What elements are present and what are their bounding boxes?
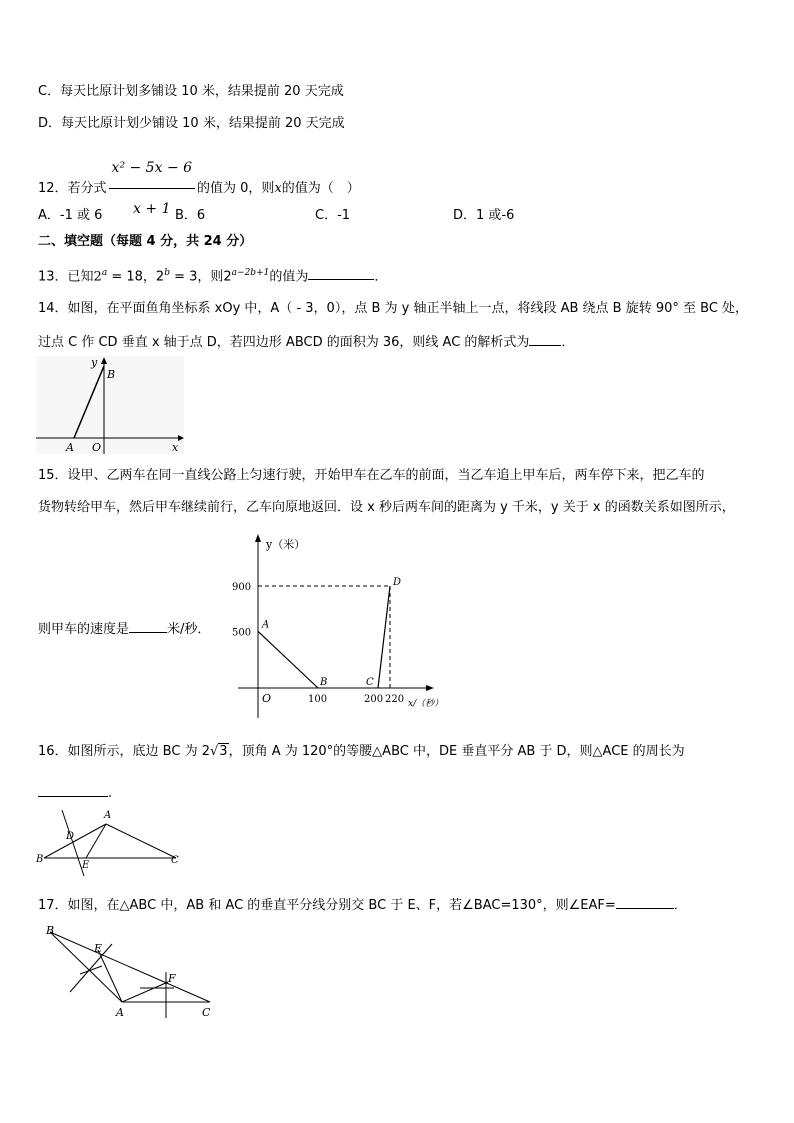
- q15-answer-blank: [129, 618, 167, 633]
- q13-eq-2: = 3，则: [169, 269, 224, 285]
- q16-label-e: E: [82, 860, 90, 871]
- y-tick-500: 500: [232, 627, 252, 639]
- q13-base-3: 2: [223, 269, 232, 285]
- point-label-a: A: [262, 619, 270, 631]
- x-axis-arrow: [426, 685, 434, 691]
- q17-label-e: E: [94, 942, 103, 955]
- q16-radicand: 3: [219, 744, 228, 759]
- point-label-b: B: [320, 677, 328, 688]
- q16-answer-line: .: [38, 782, 112, 804]
- point-label-d: D: [393, 577, 402, 589]
- q16-label-c: C: [171, 855, 179, 866]
- q17-label-b: B: [46, 924, 55, 937]
- y-tick-900: 900: [232, 582, 252, 594]
- q14-figure: [36, 356, 186, 456]
- q13-eq-1: = 18，: [107, 269, 156, 285]
- q14-label-x: x: [172, 441, 179, 454]
- q16-prefix: 16．如图所示，底边 BC 为: [38, 744, 198, 759]
- q16-label-a: A: [104, 810, 112, 821]
- q15-line-1: 15．设甲、乙两车在同一直线公路上匀速行驶，开始甲车在乙车的前面，当乙车追上甲车后，两车停下来，把乙车的: [38, 468, 705, 483]
- q14-answer-blank: [529, 331, 561, 346]
- q16-answer-blank: [38, 782, 108, 797]
- q15-line-2: 货物转给甲车，然后甲车继续前行，乙车向原地返回．设 x 秒后两车间的距离为 y 千米，y 关于 x 的函数关系如图所示，: [38, 500, 735, 515]
- q12-option-a: A．-1 或 6: [38, 208, 103, 223]
- q12-denominator: x + 1: [133, 201, 171, 217]
- q14-line-2: 过点 C 作 CD 垂直 x 轴于点 D，若四边形 ABCD 的面积为 36，则线 AC 的解析式为 ．: [38, 331, 574, 353]
- x-tick-200: 200: [364, 694, 384, 705]
- q12-options: [38, 206, 514, 226]
- q17-label-c: C: [202, 1006, 211, 1019]
- q13-exp-2: b: [164, 268, 170, 278]
- q12-option-c: C．-1: [315, 208, 351, 223]
- q12-prefix: 12．若分式: [38, 181, 107, 196]
- q13-prefix: 13．已知: [38, 269, 94, 285]
- q13-suffix: 的值为: [269, 269, 309, 285]
- q17-label-f: F: [168, 972, 176, 985]
- q13-exp-3: a−2b+1: [231, 268, 270, 278]
- q15-question-unit: 米/秒．: [167, 622, 211, 637]
- question-17: 17．如图，在△ABC 中，AB 和 AC 的垂直平分线分别交 BC 于 E、F，若∠BAC=130°，则∠EAF= ．: [38, 894, 687, 916]
- q13-base-1: 2: [93, 269, 102, 285]
- q12-suffix-2: 的值为（ ）: [281, 181, 360, 196]
- segment-ab: [258, 631, 318, 688]
- question-16: [38, 742, 685, 762]
- q12-suffix-1: 的值为 0，则: [197, 181, 275, 196]
- q12-option-d: D．1 或-6: [453, 208, 515, 223]
- q14-label-a: A: [66, 441, 74, 454]
- q15-question: [38, 618, 210, 640]
- origin-label: O: [262, 692, 272, 705]
- q16-label-b: B: [36, 854, 44, 865]
- q16-label-d: D: [66, 831, 75, 842]
- q16-figure: [36, 806, 196, 886]
- q11-option-c: C．每天比原计划多铺设 10 米，结果提前 20 天完成: [38, 84, 344, 99]
- section-title: 二、填空题（每题 4 分，共 24 分）: [38, 234, 253, 249]
- x-tick-100: 100: [308, 694, 328, 705]
- q12-numerator: x² − 5x − 6: [109, 150, 195, 189]
- q17-answer-blank: [616, 894, 674, 909]
- q11-option-d: D．每天比原计划少铺设 10 米，结果提前 20 天完成: [38, 116, 345, 131]
- q12-var: x: [274, 181, 282, 196]
- y-axis-arrow: [255, 534, 261, 542]
- q14-line-2-text: 过点 C 作 CD 垂直 x 轴于点 D，若四边形 ABCD 的面积为 36，则线 AC 的解析式为: [38, 335, 530, 350]
- q14-label-o: O: [92, 441, 102, 454]
- radical-sign: √: [210, 744, 219, 759]
- q14-label-b: B: [107, 368, 116, 381]
- q16-coef: 2: [201, 744, 210, 759]
- q15-question-prefix: 则甲车的速度是: [38, 622, 130, 637]
- segment-cd: [378, 586, 390, 688]
- q14-line-1: 14．如图，在平面鱼角坐标系 xOy 中，A（ - 3，0），点 B 为 y 轴正半轴上一点，将线段 AB 绕点 B 旋转 90° 至 BC 处，: [38, 301, 749, 316]
- q13-base-2: 2: [155, 269, 165, 285]
- q12-option-b: B．6: [175, 208, 206, 223]
- q16-suffix: ，顶角 A 为 120°的等腰△ABC 中，DE 垂直平分 AB 于 D，则△ACE 的周长为: [228, 744, 685, 759]
- q17-figure: [40, 922, 230, 1022]
- q13-answer-blank: [308, 265, 374, 280]
- q15-chart: [230, 530, 450, 720]
- q17-label-a: A: [116, 1006, 124, 1019]
- point-label-c: C: [366, 677, 374, 688]
- y-axis-label: y（米）: [266, 538, 306, 551]
- x-tick-220: 220: [385, 694, 405, 705]
- x-axis-label: x/（秒）: [408, 699, 444, 709]
- q13-exp-1: a: [101, 268, 108, 278]
- q14-label-y: y: [91, 356, 98, 369]
- q17-text: 17．如图，在△ABC 中，AB 和 AC 的垂直平分线分别交 BC 于 E、F，若∠BAC=130°，则∠EAF=: [38, 898, 616, 913]
- question-13: 13．已知$2^a = 18$，$2^b = 3$，则$2^{a-2b+1}$的值为 ．: [38, 263, 387, 287]
